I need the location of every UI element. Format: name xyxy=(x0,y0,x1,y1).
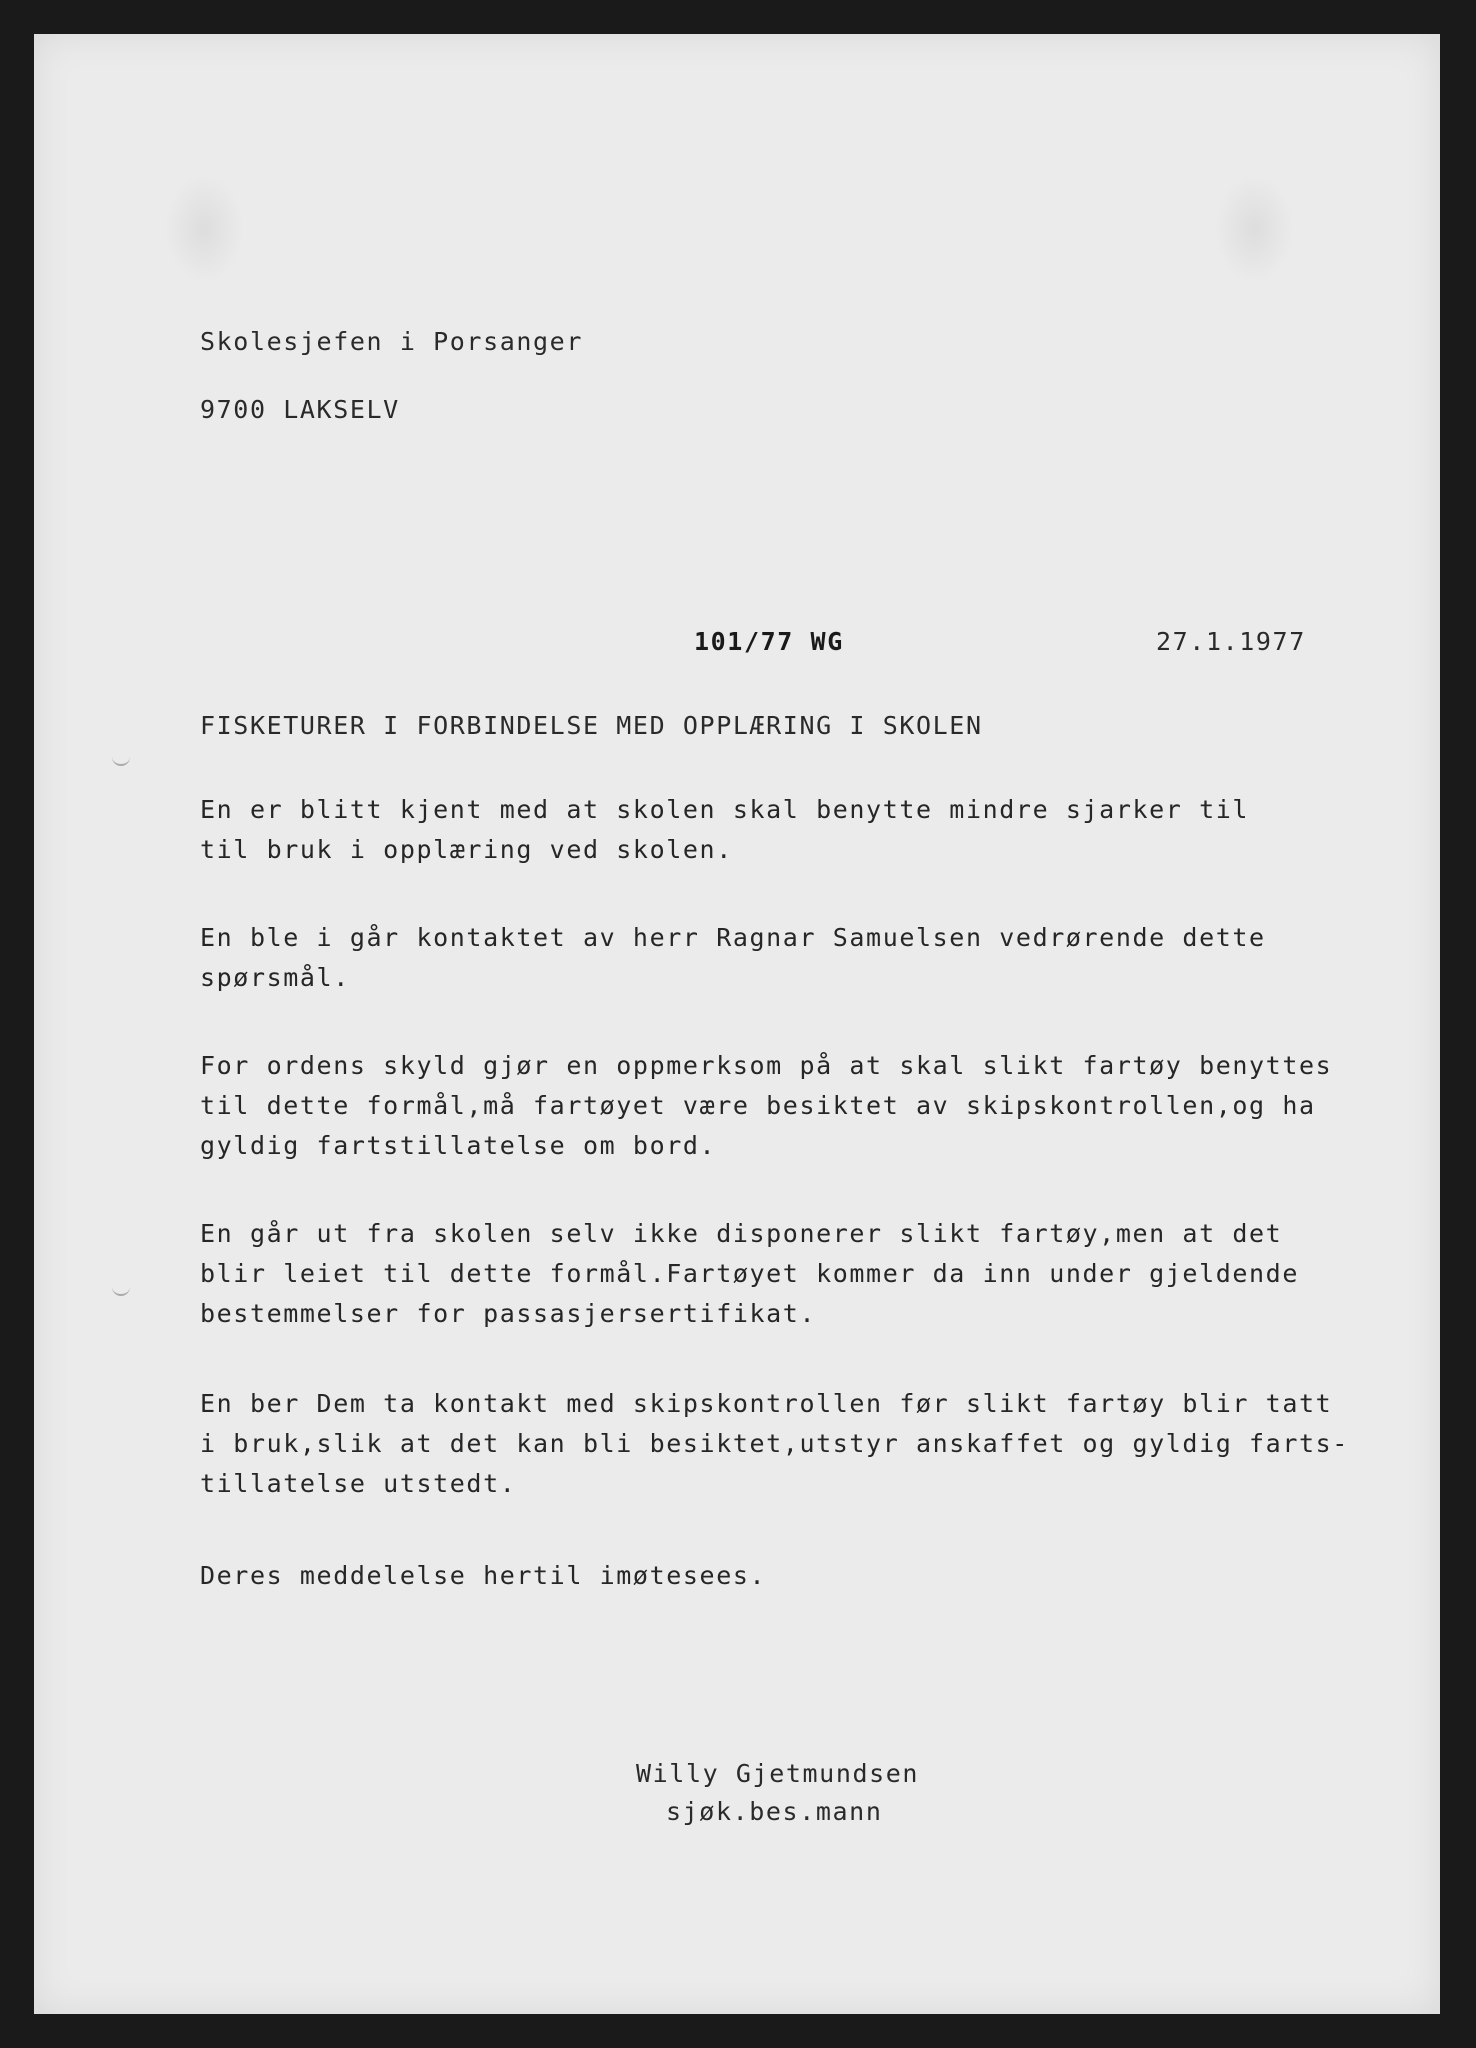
body-line: For ordens skyld gjør en oppmerksom på at skal slikt fartøy benyttes xyxy=(200,1051,1333,1080)
letter-date: 27.1.1977 xyxy=(1156,627,1306,656)
punch-hole-mark xyxy=(112,754,130,766)
body-line: spørsmål. xyxy=(200,963,350,992)
letter-sheet xyxy=(34,34,1440,2014)
show-through-mark xyxy=(1214,174,1294,284)
signature-name: Willy Gjetmundsen xyxy=(636,1759,920,1788)
body-paragraph xyxy=(200,790,1249,870)
body-line: En ber Dem ta kontakt med skipskontrollen før slikt fartøy blir tatt xyxy=(200,1389,1333,1418)
body-line: bestemmelser for passasjersertifikat. xyxy=(200,1299,817,1328)
body-line: blir leiet til dette formål.Fartøyet kommer da inn under gjeldende xyxy=(200,1259,1299,1288)
signature-title: sjøk.bes.mann xyxy=(666,1797,883,1826)
body-line: tillatelse utstedt. xyxy=(200,1469,517,1498)
body-line: Deres meddelelse hertil imøtesees. xyxy=(200,1561,767,1590)
body-paragraph xyxy=(200,1214,1299,1334)
body-line: i bruk,slik at det kan bli besiktet,utstyr anskaffet og gyldig farts- xyxy=(200,1429,1349,1458)
punch-hole-mark xyxy=(112,1284,130,1296)
reference-number: 101/77 WG xyxy=(694,627,844,656)
show-through-mark xyxy=(164,174,244,284)
body-line: til bruk i opplæring ved skolen. xyxy=(200,835,733,864)
body-paragraph xyxy=(200,918,1266,998)
body-paragraph xyxy=(200,1384,1349,1504)
body-line: gyldig fartstillatelse om bord. xyxy=(200,1131,717,1160)
recipient-name: Skolesjefen i Porsanger xyxy=(200,327,583,356)
subject-line: FISKETURER I FORBINDELSE MED OPPLÆRING I SKOLEN xyxy=(200,711,983,740)
body-line: En ble i går kontaktet av herr Ragnar Samuelsen vedrørende dette xyxy=(200,923,1266,952)
recipient-address: 9700 LAKSELV xyxy=(200,395,400,424)
body-line: En er blitt kjent med at skolen skal benytte mindre sjarker til xyxy=(200,795,1250,824)
body-line: En går ut fra skolen selv ikke disponerer slikt fartøy,men at det xyxy=(200,1219,1283,1248)
body-paragraph xyxy=(200,1046,1332,1166)
body-paragraph xyxy=(200,1556,766,1596)
body-line: til dette formål,må fartøyet være besiktet av skipskontrollen,og ha xyxy=(200,1091,1316,1120)
